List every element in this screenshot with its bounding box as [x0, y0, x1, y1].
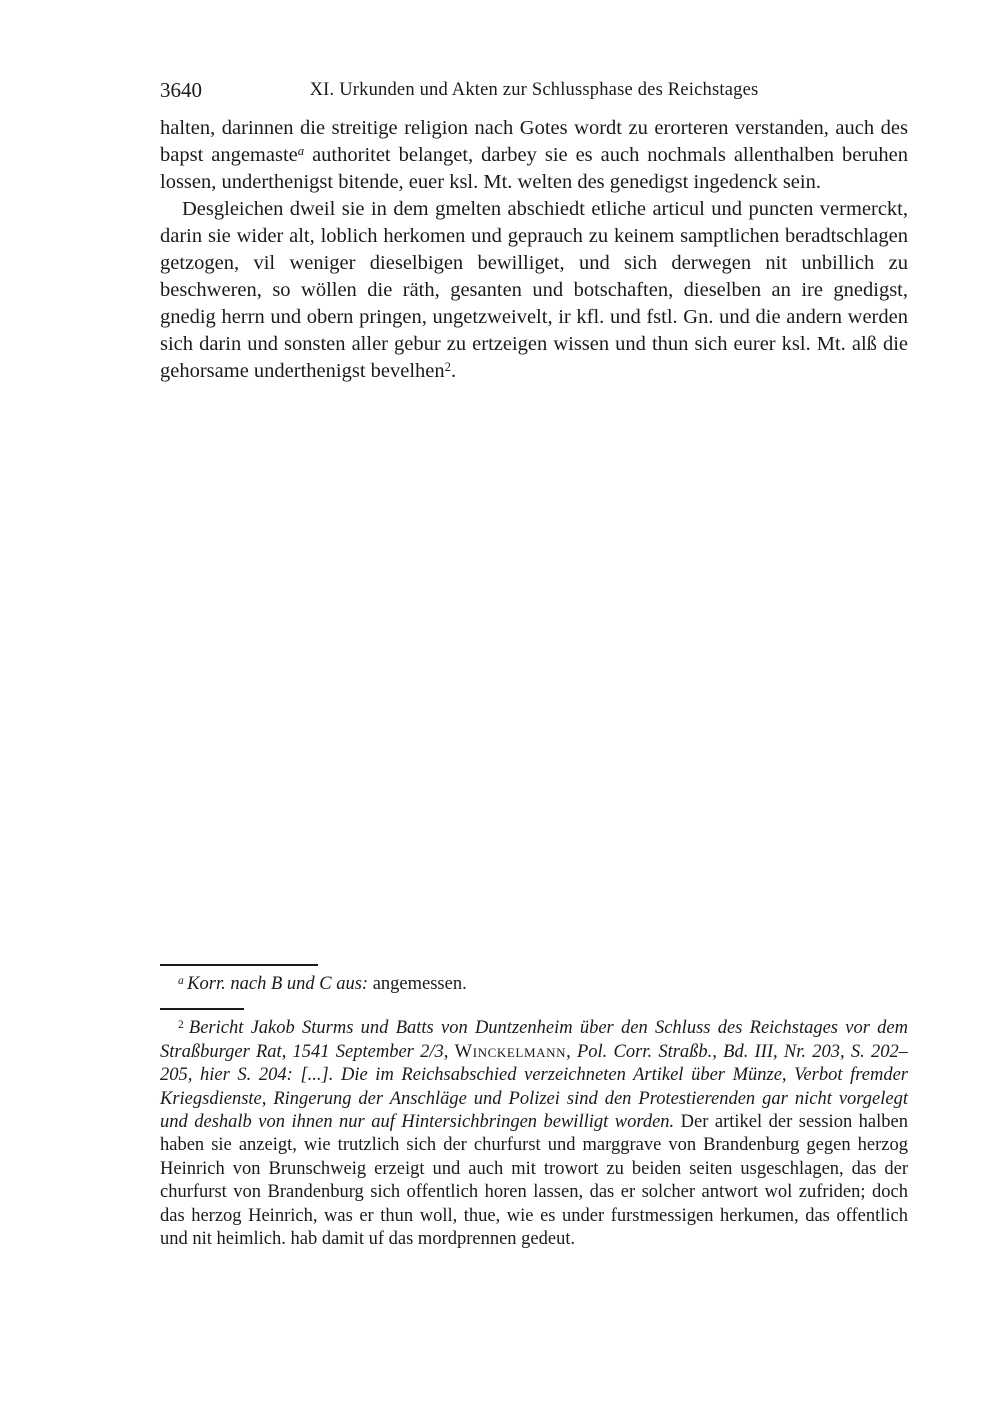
paragraph-2-period: .: [451, 360, 457, 382]
page-number: 3640: [160, 78, 202, 102]
paragraph-2-text: Desgleichen dweil sie in dem gmelten abschiedt etliche articul und puncten vermerckt, darin sie wider alt, loblich herkomen und geprauch zu keinem samptlichen beradtschlagen getzogen, vil weniger dieselbigen bewilliget, und sich derwegen nit unbillich zu beschweren, so wöllen die räth, gesanten und botschaften, dieselben an ire gnedigst, gnedig herrn und obern pringen, ungetzweivelt, ir kfl. und fstl. Gn. und die andern werden sich darin und sonsten aller gebur zu ertzeigen wissen und thun sich eurer ksl. Mt. alß die gehorsame underthenigst bevelhen: [160, 198, 908, 382]
footnote-2: [160, 1017, 908, 1251]
variant-note-ref-a: a: [297, 144, 305, 159]
paragraph: [160, 196, 908, 385]
paragraph-1-text-continued: authoritet belanget, darbey sie es auch nochmals allenthalben beruhen lossen, underthenigst bitende, euer ksl. Mt. welten des genedigst ingedenck sein.: [160, 144, 908, 193]
footnote-2-quotation: Der artikel der session halben haben sie anzeigt, wie trutzlich sich der churfurst und marggrave von Brandenburg gegen herzog Heinrich von Brunschweig erzeigt und auch mit trowort zu beiden seiten usgeschlagen, das der churfurst von Brandenburg sich offentlich horen lassen, das er solcher antwort wol zufriden; doch das herzog Heinrich, was er thun woll, thue, wie es under furstmessigen herkumen, das offentlich und nit heimlich. hab damit uf das mordprennen gedeut.: [160, 1112, 908, 1250]
footnote-2-author: Winckelmann: [454, 1041, 567, 1062]
running-header: [160, 78, 908, 104]
footnote-separator-rule: [160, 1008, 244, 1010]
footnote-2-citation: Bericht Jakob Sturms und Batts von Duntzenheim über den Schluss des Reichstages vor dem Straßburger Rat, 1541 September 2/3,: [160, 1018, 908, 1062]
body-text: [160, 115, 908, 385]
variant-apparatus-separator-rule: [160, 964, 318, 966]
variant-note-a-lemma: Korr. nach B und C aus:: [187, 974, 369, 994]
footnote-2-citation-continued: , Pol. Corr. Straßb., Bd. III, Nr. 203, S. 202–205, hier S. 204: [...]. Die im Reichsabschied verzeichneten Artikel über Münze, Verbot fremder Kriegsdienste, Ringerung der Anschläge und Polizei sind den Protestierenden gar nicht vorgelegt und deshalb von ihnen nur auf Hintersichbringen bewilligt worden.: [160, 1041, 908, 1133]
variant-note-a-reading: angemessen.: [368, 974, 467, 994]
footnote-ref-2: 2: [444, 360, 451, 375]
footnote-2-marker: 2: [178, 1019, 184, 1032]
apparatus-footnotes: [160, 964, 908, 1251]
variant-note-a-marker: a: [178, 974, 184, 987]
paragraph-1-text: halten, darinnen die streitige religion nach Gotes wordt zu erorteren verstanden, auch des bapst angemaste: [160, 117, 908, 166]
paragraph-continuation: [160, 115, 908, 196]
variant-note-a: [160, 973, 908, 996]
running-title: XI. Urkunden und Akten zur Schlussphase des Reichstages: [309, 80, 759, 100]
